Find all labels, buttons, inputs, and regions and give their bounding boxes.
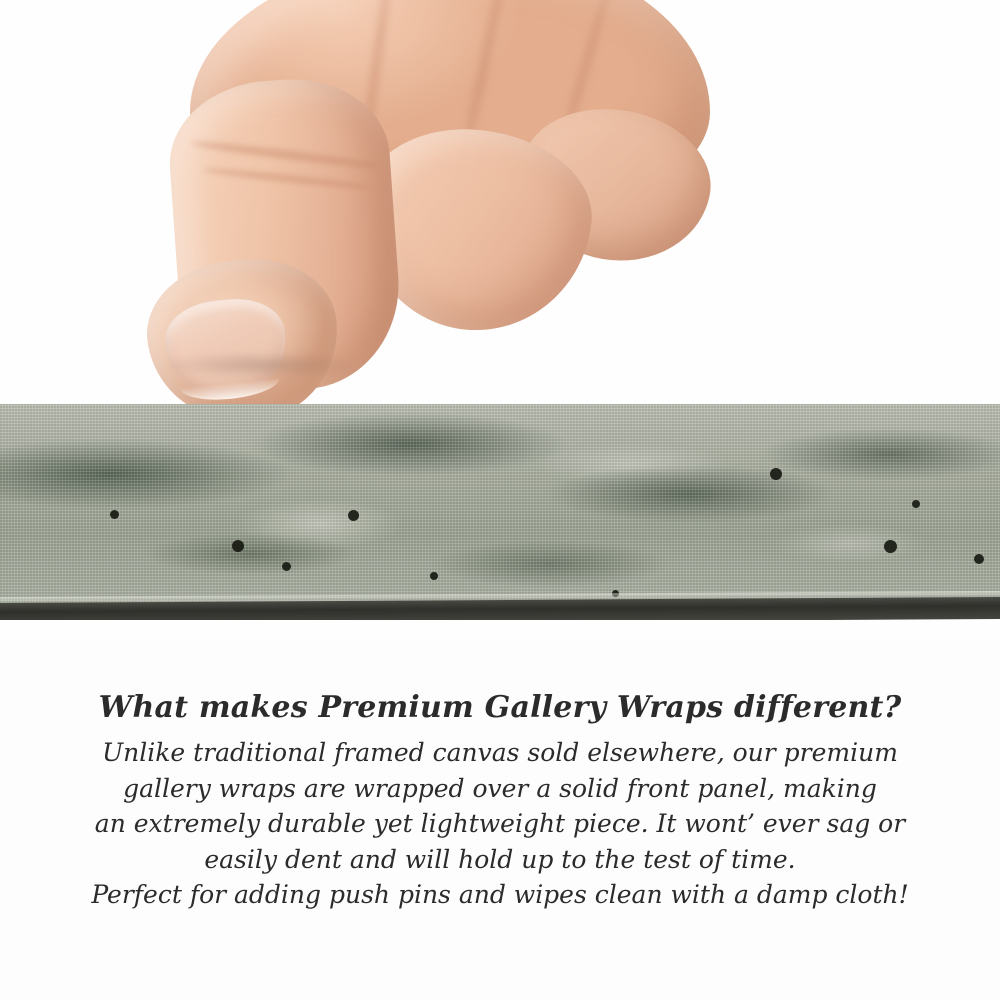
caption-line: easily dent and will hold up to the test of time. [204, 844, 796, 874]
canvas-weave-texture [0, 404, 1000, 604]
canvas-wrap-edge [0, 404, 1000, 620]
caption-line: gallery wraps are wrapped over a solid front panel, making [123, 773, 877, 803]
texture-speck [282, 562, 291, 571]
caption-line: an extremely durable yet lightweight piece. It wont’ ever sag or [94, 809, 906, 838]
texture-speck [884, 540, 897, 553]
caption-heading: What makes Premium Gallery Wraps different? [98, 690, 902, 725]
caption-body [0, 735, 1000, 913]
texture-speck [232, 540, 244, 552]
texture-speck [912, 500, 920, 508]
caption-line: Perfect for adding push pins and wipes clean with a damp cloth! [91, 880, 909, 909]
texture-speck [770, 468, 782, 480]
texture-speck [110, 510, 119, 519]
hand-illustration [120, 0, 720, 430]
texture-speck [430, 572, 438, 580]
caption-line: Unlike traditional framed canvas sold elsewhere, our premium [102, 738, 898, 767]
caption-block [0, 690, 1000, 913]
finger-contact-shadow [160, 352, 360, 378]
texture-speck [348, 510, 359, 521]
texture-speck [974, 554, 984, 564]
